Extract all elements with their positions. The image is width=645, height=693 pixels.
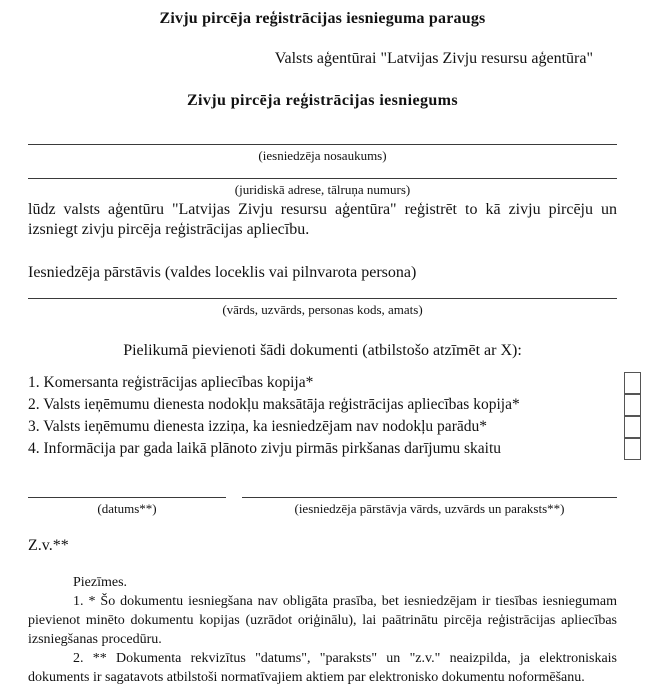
address-caption: (juridiskā adrese, tālruņa numurs) bbox=[234, 182, 411, 197]
attachment-label-3: 3. Valsts ieņēmumu dienesta izziņa, ka iesniedzējam nav nodokļu parādu* bbox=[28, 418, 487, 435]
signature-fill-line[interactable] bbox=[242, 486, 617, 498]
request-paragraph: lūdz valsts aģentūru "Latvijas Zivju resursu aģentūra" reģistrēt to kā zivju pircēju un izsniegt zivju pircēja reģistrācijas apliecību. bbox=[28, 201, 617, 238]
note-paragraph-1: 1. * Šo dokumentu iesniegšana nav obligāta prasība, bet iesniedzējam ir tiesības iesniegumam pievienot minēto dokumentu kopijas (uzrādot oriģinālu), lai paātrinātu pircēja reģistrācijas apliecības izsniegšanas procedūru. bbox=[28, 594, 617, 647]
attachment-label-2: 2. Valsts ieņēmumu dienesta nodokļu maksātāja reģistrācijas apliecības kopija* bbox=[28, 396, 520, 413]
representative-paragraph: Iesniedzēja pārstāvis (valdes loceklis vai pilnvarota persona) bbox=[28, 264, 417, 281]
attachment-label-1: 1. Komersanta reģistrācijas apliecības kopija* bbox=[28, 374, 314, 391]
applicant-name-caption: (iesniedzēja nosaukums) bbox=[258, 148, 387, 163]
document-subtitle: Zivju pircēja reģistrācijas iesniegums bbox=[186, 92, 459, 109]
attachment-checkbox-1[interactable] bbox=[624, 372, 641, 394]
date-signature-row bbox=[28, 486, 617, 517]
applicant-name-fill-line[interactable] bbox=[28, 144, 617, 145]
attachment-row-2 bbox=[28, 394, 641, 416]
date-column bbox=[28, 486, 226, 517]
attachment-row-4 bbox=[28, 438, 641, 460]
representative-fill-line[interactable] bbox=[28, 298, 617, 299]
representative-caption: (vārds, uzvārds, personas kods, amats) bbox=[222, 302, 423, 317]
address-fill-line[interactable] bbox=[28, 178, 617, 179]
attachments-heading: Pielikumā pievienoti šādi dokumenti (atbilstošo atzīmēt ar X): bbox=[123, 342, 522, 359]
seal-label: Z.v.** bbox=[28, 537, 69, 554]
signature-caption: (iesniedzēja pārstāvja vārds, uzvārds un paraksts**) bbox=[294, 501, 565, 516]
date-fill-line[interactable] bbox=[28, 486, 226, 498]
attachment-label-4: 4. Informācija par gada laikā plānoto zivju pirmās pirkšanas darījumu skaitu bbox=[28, 440, 502, 457]
attachment-row-3 bbox=[28, 416, 641, 438]
addressee-line: Valsts aģentūrai "Latvijas Zivju resursu aģentūra" bbox=[274, 50, 593, 67]
attachment-checkbox-3[interactable] bbox=[624, 416, 641, 438]
attachments-list bbox=[28, 372, 641, 460]
note-paragraph-2: 2. ** Dokumenta rekvizītus "datums", "paraksts" un "z.v." neaizpilda, ja elektroniskais dokuments ir sagatavots atbilstoši normatīvajiem aktiem par elektronisko dokumentu noformēšanu. bbox=[28, 651, 617, 685]
signature-column bbox=[242, 486, 617, 517]
document-title: Zivju pircēja reģistrācijas iesnieguma paraugs bbox=[159, 10, 486, 27]
attachment-checkbox-2[interactable] bbox=[624, 394, 641, 416]
attachment-row-1 bbox=[28, 372, 641, 394]
notes-section bbox=[28, 573, 617, 687]
notes-heading: Piezīmes. bbox=[73, 575, 128, 590]
date-caption: (datums**) bbox=[97, 501, 157, 516]
attachment-checkbox-4[interactable] bbox=[624, 438, 641, 460]
